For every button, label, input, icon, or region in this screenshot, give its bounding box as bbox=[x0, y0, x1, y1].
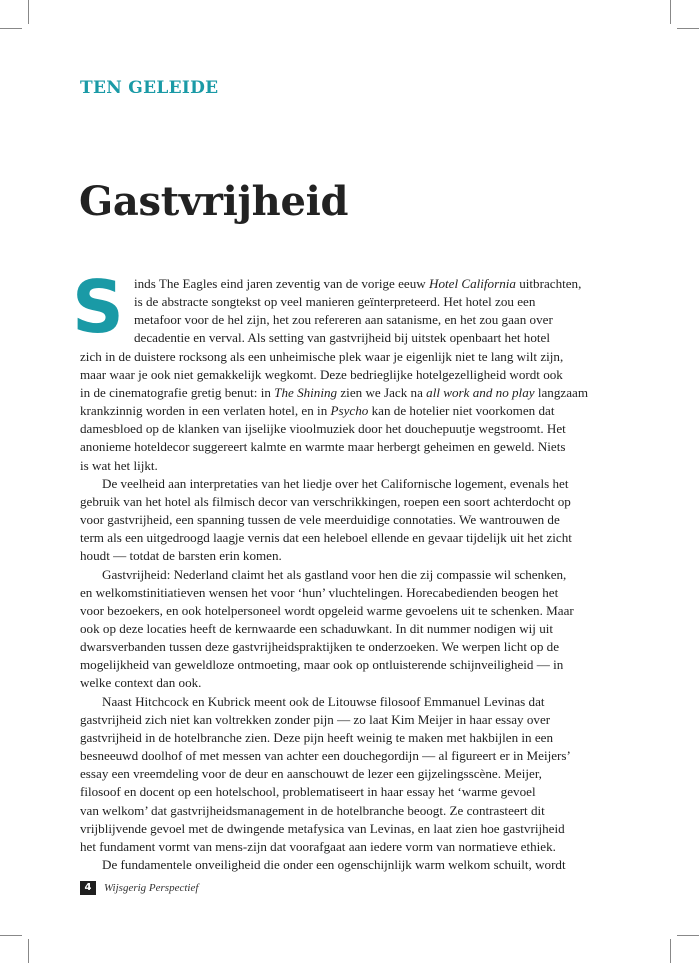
first-paragraph bbox=[72, 265, 612, 475]
text-line: dwarsverbanden tussen deze gastvrijheidspraktijken te onderzoeken. We werpen licht op de bbox=[80, 639, 560, 655]
text-line: decadentie en verval. Als setting van gastvrijheid bij uitstek openbaart het hotel bbox=[134, 330, 550, 346]
text-line: filosoof en docent op een hotelschool, problematiseert in haar essay het ‘warme gevoel bbox=[80, 784, 536, 800]
crop-mark bbox=[0, 935, 22, 936]
crop-mark bbox=[677, 935, 699, 936]
article-body bbox=[72, 265, 612, 874]
text-line: metafoor voor de hel zijn, het zou refereren aan satanisme, en het zou gaan over bbox=[134, 312, 553, 328]
journal-name: Wijsgerig Perspectief bbox=[104, 881, 199, 894]
text-line: gastvrijheid zich niet kan voltrekken zonder pijn — zo laat Kim Meijer in haar essay over bbox=[80, 711, 551, 727]
page-number: 4 bbox=[80, 881, 96, 895]
text-line: van welkom’ dat gastvrijheidsmanagement in de hotelbranche beoogt. Ze contrasteert dit bbox=[80, 802, 545, 818]
text-line: ook op deze locaties heeft de kernwaarde een schaduwkant. In dit nummer nodigen wij uit bbox=[80, 620, 554, 636]
text-line: besneeuwd doolhof of met messen van achter een douchegordijn — al figureert er in Meijers’ bbox=[80, 748, 571, 764]
crop-mark bbox=[0, 28, 22, 29]
text-line: voor gastvrijheid, een spanning tussen de vele meerduidige connotaties. We wantrouwen de bbox=[80, 512, 560, 528]
page-title: Gastvrijheid bbox=[79, 178, 349, 225]
text-line: De fundamentele onveiligheid die onder een ogenschijnlijk warm welkom schuilt, wordt bbox=[102, 857, 566, 872]
text-line: inds The Eagles eind jaren zeventig van de vorige eeuw Hotel California uitbrachten, bbox=[134, 276, 582, 291]
text-line: Gastvrijheid: Nederland claimt het als gastland voor hen die zij compassie wil schenken, bbox=[102, 566, 567, 582]
section-label: TEN GELEIDE bbox=[80, 78, 219, 98]
crop-mark bbox=[28, 939, 29, 963]
crop-mark bbox=[670, 939, 671, 963]
drop-cap: S bbox=[72, 265, 124, 349]
text-line: gebruik van het hotel als filmisch decor van verschrikkingen, roepen een soort achterdocht op bbox=[80, 493, 571, 509]
crop-mark bbox=[670, 0, 671, 24]
crop-mark bbox=[28, 0, 29, 24]
paragraph-2 bbox=[80, 475, 612, 566]
text-line: damesbloed op de klanken van ijselijke vioolmuziek door het douchepuutje wegstroomt. Het bbox=[80, 421, 566, 437]
text-line: maar waar je ook niet gemakkelijk wegkomt. Deze bedrieglijke hotelgezelligheid wordt ook bbox=[80, 366, 563, 382]
text-line: en welkomstinitiatieven wensen het voor ‘hun’ vluchtelingen. Horecabedienden beogen het bbox=[80, 584, 559, 600]
text-line: voor bezoekers, en ook hotelpersoneel wordt opgeleid warme gevoelens uit te schenken. Maar bbox=[80, 602, 574, 618]
text-line: is de abstracte songtekst op veel manieren geïnterpreteerd. Het hotel zou een bbox=[134, 294, 536, 310]
crop-mark bbox=[677, 28, 699, 29]
text-line: Naast Hitchcock en Kubrick meent ook de Litouwse filosoof Emmanuel Levinas dat bbox=[102, 693, 545, 709]
text-line: krankzinnig worden in een verlaten hotel, en in Psycho kan de hotelier niet voorkomen dat bbox=[80, 403, 555, 419]
paragraph-4 bbox=[80, 693, 612, 856]
text-line: is wat het lijkt. bbox=[80, 457, 158, 473]
text-line: het fundament vormt van mens-zijn dat voorafgaat aan iedere vorm van normatieve ethiek. bbox=[80, 838, 556, 854]
text-line: anonieme hoteldecor suggereert kalmte en warmte maar herbergt geheimen en geweld. Niets bbox=[80, 439, 566, 455]
paragraph-5 bbox=[80, 856, 612, 874]
text-line: houdt — totdat de barsten erin komen. bbox=[80, 548, 282, 564]
paragraph-3 bbox=[80, 566, 612, 693]
text-line: term als een uitgedroogd laagje vernis dat een heleboel ellende en gevaar tijdelijk uit het zicht bbox=[80, 530, 572, 546]
text-line: De veelheid aan interpretaties van het liedje over het Californische logement, evenals het bbox=[102, 475, 569, 491]
text-line: mogelijkheid van geweldloze ontmoeting, maar ook op ontluisterende schijnveiligheid — in bbox=[80, 657, 564, 673]
text-line: zich in de duistere rocksong als een unheimische plek waar je eigenlijk niet te lang wilt zijn, bbox=[80, 348, 564, 364]
text-line: welke context dan ook. bbox=[80, 675, 202, 691]
text-line: vrijblijvende gevoel met de dwingende metafysica van Levinas, en laat zien hoe gastvrijheid bbox=[80, 820, 565, 836]
text-line: essay een vreemdeling voor de deur en aanschouwt de lezer een gijzelingsscène. Meijer, bbox=[80, 766, 542, 782]
text-line: in de cinematografie gretig benut: in The Shining zien we Jack na all work and no play langzaam bbox=[80, 384, 588, 400]
text-line: gastvrijheid in de hotelbranche zien. Deze pijn heeft weinig te maken met hakbijlen in een bbox=[80, 729, 554, 745]
page-footer bbox=[80, 880, 198, 895]
